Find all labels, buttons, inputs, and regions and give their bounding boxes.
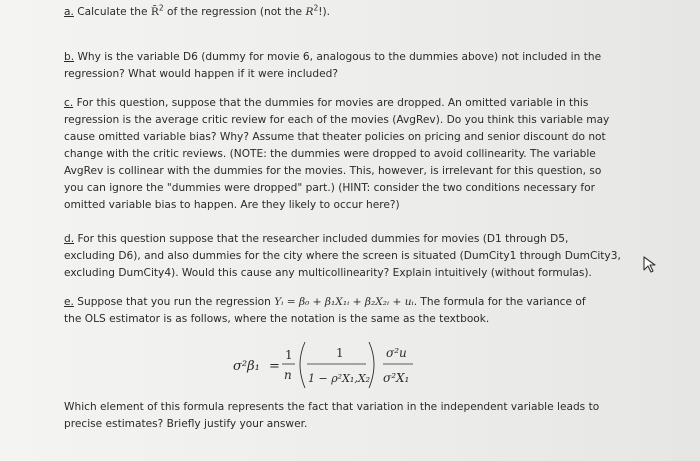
question-a-text-after: !). — [318, 6, 330, 18]
question-a-text-mid: of the regression (not the — [163, 6, 306, 18]
formula-one: 1 — [285, 348, 293, 362]
r-symbol: R — [305, 6, 314, 18]
question-e-prompt-line-2: precise estimates? Briefly justify your answer. — [64, 418, 308, 430]
formula-inner-one: 1 — [336, 346, 344, 360]
question-e-intro-after: . The formula for the variance of — [413, 296, 586, 308]
question-c-line-4: change with the critic reviews. (NOTE: the dummies were dropped to avoid collinearity. The variable — [64, 148, 596, 160]
question-e-line-2: the OLS estimator is as follows, where the notation is the same as the textbook. — [64, 313, 490, 325]
question-a-text-before: Calculate the — [73, 6, 151, 18]
r-exponent: 2 — [313, 3, 319, 13]
question-b-line-1: Why is the variable D6 (dummy for movie 6, analogous to the dummies above) not included in the — [74, 51, 602, 63]
question-c-line-1: For this question, suppose that the dummies for movies are dropped. An omitted variable in this — [73, 97, 589, 109]
question-a — [64, 4, 330, 21]
svg-text:=: = — [269, 359, 280, 374]
r-bar-symbol: R̄ — [150, 6, 159, 18]
formula-lhs: σ²β₁ — [233, 359, 260, 374]
question-e-prompt-line-1: Which element of this formula represents the fact that variation in the independent variable leads to — [64, 401, 600, 413]
regression-equation: Yᵢ = β₀ + β₁X₁ᵢ + β₂X₂ᵢ + uᵢ — [274, 296, 414, 308]
question-e-prompt — [64, 399, 599, 433]
variance-formula — [233, 338, 423, 394]
question-b-marker: b. — [64, 51, 75, 63]
question-e-marker: e. — [64, 296, 74, 308]
question-c-line-6: you can ignore the "dummies were dropped" part.) (HINT: consider the two conditions necessary for — [64, 182, 595, 194]
question-c-line-2: regression is the average critic review for each of the movies (AvgRev). Do you think this variable may — [64, 114, 610, 126]
formula-n: n — [284, 368, 292, 382]
question-c-marker: c. — [64, 97, 74, 109]
mouse-cursor-icon — [642, 255, 660, 275]
question-c — [64, 95, 609, 214]
question-e-intro: Suppose that you run the regression — [73, 296, 275, 308]
formula-sigma-x: σ²X₁ — [383, 371, 410, 385]
question-d-marker: d. — [64, 233, 75, 245]
formula-inner-denominator: 1 − ρ²X₁,X₂ — [308, 372, 371, 385]
question-c-line-3: cause omitted variable bias? Why? Assume that theater policies on pricing and senior discount do not — [64, 131, 606, 143]
question-c-line-5: AvgRev is collinear with the dummies for the movies. This, however, is irrelevant for this question, so — [64, 165, 602, 177]
question-d — [64, 231, 621, 282]
question-d-line-2: excluding D6), and also dummies for the city where the screen is situated (DumCity1 through DumCity3, — [64, 250, 621, 262]
question-d-line-1: For this question suppose that the researcher included dummies for movies (D1 through D5, — [74, 233, 569, 245]
question-d-line-3: excluding DumCity4). Would this cause any multicollinearity? Explain intuitively (without formulas). — [64, 267, 592, 279]
question-c-line-7: omitted variable bias to happen. Are they likely to occur here?) — [64, 199, 400, 211]
formula-sigma-u: σ²u — [386, 346, 407, 360]
question-a-marker: a. — [64, 6, 74, 18]
question-b-line-2: regression? What would happen if it were included? — [64, 68, 338, 80]
r-bar-exponent: 2 — [158, 3, 164, 13]
question-b — [64, 49, 601, 83]
question-e — [64, 294, 586, 328]
